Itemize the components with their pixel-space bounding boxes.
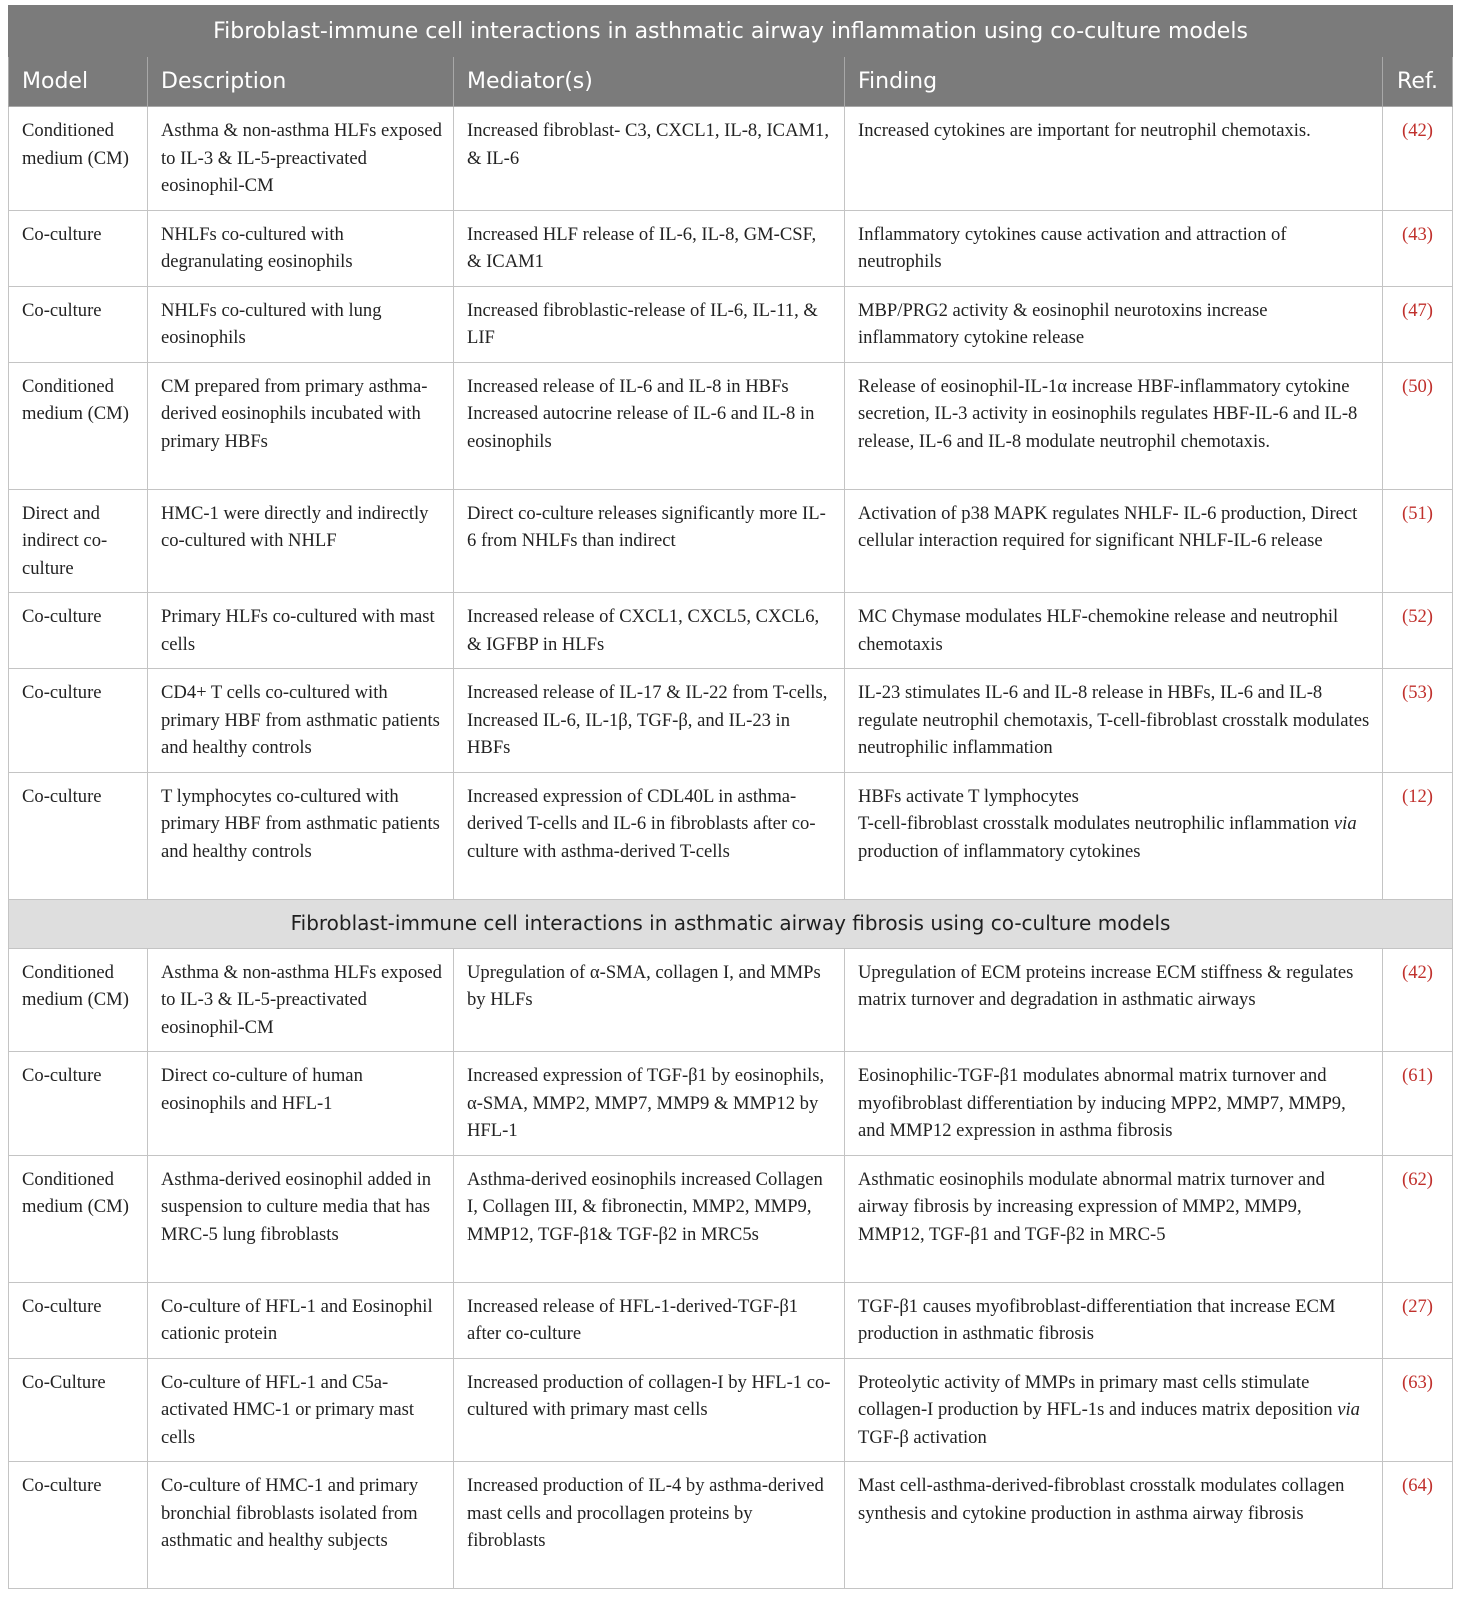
mediators-cell: Increased production of IL-4 by asthma-derived mast cells and procollagen proteins by fibroblasts bbox=[454, 1462, 845, 1589]
description-cell: Asthma & non-asthma HLFs exposed to IL-3 & IL-5-preactivated eosinophil-CM bbox=[148, 948, 454, 1052]
model-cell: Conditioned medium (CM) bbox=[9, 1155, 148, 1282]
column-header-finding: Finding bbox=[845, 57, 1383, 107]
table-container bbox=[8, 5, 1452, 1589]
mediators-cell: Increased release of IL-17 & IL-22 from T-cells, Increased IL-6, IL-1β, TGF-β, and IL-23 in HBFs bbox=[454, 669, 845, 773]
finding-cell: Upregulation of ECM proteins increase ECM stiffness & regulates matrix turnover and degradation in asthmatic airways bbox=[845, 948, 1383, 1052]
table-row bbox=[9, 772, 1453, 899]
column-header-ref: Ref. bbox=[1383, 57, 1453, 107]
mediators-cell: Increased fibroblastic-release of IL-6, IL-11, & LIF bbox=[454, 286, 845, 362]
reference-link[interactable]: (47) bbox=[1383, 286, 1453, 362]
reference-link[interactable]: (42) bbox=[1383, 107, 1453, 211]
finding-cell: Mast cell-asthma-derived-fibroblast crosstalk modulates collagen synthesis and cytokine production in asthma airway fibrosis bbox=[845, 1462, 1383, 1589]
column-header-mediators: Mediator(s) bbox=[454, 57, 845, 107]
table-row bbox=[9, 948, 1453, 1052]
finding-cell: IL-23 stimulates IL-6 and IL-8 release in HBFs, IL-6 and IL-8 regulate neutrophil chemotaxis, T-cell-fibroblast crosstalk modulates neutrophilic inflammation bbox=[845, 669, 1383, 773]
description-cell: Asthma-derived eosinophil added in suspension to culture media that has MRC-5 lung fibroblasts bbox=[148, 1155, 454, 1282]
finding-cell: Asthmatic eosinophils modulate abnormal matrix turnover and airway fibrosis by increasing expression of MMP2, MMP9, MMP12, TGF-β1 and TGF-β2 in MRC-5 bbox=[845, 1155, 1383, 1282]
reference-link[interactable]: (12) bbox=[1383, 772, 1453, 899]
table-title: Fibroblast-immune cell interactions in asthmatic airway inflammation using co-culture models bbox=[9, 6, 1453, 57]
model-cell: Co-culture bbox=[9, 593, 148, 669]
description-cell: CD4+ T cells co-cultured with primary HBF from asthmatic patients and healthy controls bbox=[148, 669, 454, 773]
finding-line-2-start: T-cell-fibroblast crosstalk modulates neutrophilic inflammation bbox=[858, 813, 1334, 834]
model-cell: Co-culture bbox=[9, 286, 148, 362]
description-cell: Asthma & non-asthma HLFs exposed to IL-3 & IL-5-preactivated eosinophil-CM bbox=[148, 107, 454, 211]
table-row bbox=[9, 107, 1453, 211]
finding-cell bbox=[845, 1358, 1383, 1462]
finding-cell: MC Chymase modulates HLF-chemokine release and neutrophil chemotaxis bbox=[845, 593, 1383, 669]
finding-cell: Inflammatory cytokines cause activation and attraction of neutrophils bbox=[845, 210, 1383, 286]
table-row bbox=[9, 210, 1453, 286]
mediators-cell: Upregulation of α-SMA, collagen I, and MMPs by HLFs bbox=[454, 948, 845, 1052]
finding-cell: Eosinophilic-TGF-β1 modulates abnormal matrix turnover and myofibroblast differentiation by inducing MPP2, MMP7, MMP9, and MMP12 expression in asthma fibrosis bbox=[845, 1052, 1383, 1156]
table-row bbox=[9, 489, 1453, 593]
description-cell: Co-culture of HMC-1 and primary bronchial fibroblasts isolated from asthmatic and healthy subjects bbox=[148, 1462, 454, 1589]
model-cell: Co-culture bbox=[9, 669, 148, 773]
mediators-cell: Asthma-derived eosinophils increased Collagen I, Collagen III, & fibronectin, MMP2, MMP9, MMP12, TGF-β1& TGF-β2 in MRC5s bbox=[454, 1155, 845, 1282]
mediators-cell: Increased fibroblast- C3, CXCL1, IL-8, ICAM1, & IL-6 bbox=[454, 107, 845, 211]
model-cell: Conditioned medium (CM) bbox=[9, 362, 148, 489]
table-row bbox=[9, 593, 1453, 669]
reference-link[interactable]: (63) bbox=[1383, 1358, 1453, 1462]
description-cell: CM prepared from primary asthma-derived eosinophils incubated with primary HBFs bbox=[148, 362, 454, 489]
description-cell: Co-culture of HFL-1 and C5a-activated HMC-1 or primary mast cells bbox=[148, 1358, 454, 1462]
table-row bbox=[9, 669, 1453, 773]
finding-cell: MBP/PRG2 activity & eosinophil neurotoxins increase inflammatory cytokine release bbox=[845, 286, 1383, 362]
mediators-cell: Increased expression of CDL40L in asthma-derived T-cells and IL-6 in fibroblasts after co-culture with asthma-derived T-cells bbox=[454, 772, 845, 899]
table-row bbox=[9, 1052, 1453, 1156]
reference-link[interactable]: (64) bbox=[1383, 1462, 1453, 1589]
description-cell: Primary HLFs co-cultured with mast cells bbox=[148, 593, 454, 669]
finding-italic-via: via bbox=[1333, 813, 1357, 834]
reference-link[interactable]: (51) bbox=[1383, 489, 1453, 593]
mediators-cell: Increased release of IL-6 and IL-8 in HBFs Increased autocrine release of IL-6 and IL-8 in eosinophils bbox=[454, 362, 845, 489]
table-row bbox=[9, 1282, 1453, 1358]
reference-link[interactable]: (61) bbox=[1383, 1052, 1453, 1156]
finding-line-1: HBFs activate T lymphocytes bbox=[858, 785, 1079, 807]
model-cell: Co-culture bbox=[9, 772, 148, 899]
mediators-cell: Increased release of CXCL1, CXCL5, CXCL6, & IGFBP in HLFs bbox=[454, 593, 845, 669]
table-row bbox=[9, 1462, 1453, 1589]
model-cell: Co-Culture bbox=[9, 1358, 148, 1462]
reference-link[interactable]: (27) bbox=[1383, 1282, 1453, 1358]
table-row bbox=[9, 362, 1453, 489]
table-row bbox=[9, 1358, 1453, 1462]
finding-cell: Activation of p38 MAPK regulates NHLF- IL-6 production, Direct cellular interaction required for significant NHLF-IL-6 release bbox=[845, 489, 1383, 593]
reference-link[interactable]: (53) bbox=[1383, 669, 1453, 773]
finding-line-2-end: production of inflammatory cytokines bbox=[858, 813, 1362, 862]
finding-text-end: TGF-β activation bbox=[858, 1399, 1365, 1448]
section-header-row bbox=[9, 899, 1453, 948]
reference-link[interactable]: (43) bbox=[1383, 210, 1453, 286]
column-header-description: Description bbox=[148, 57, 454, 107]
mediators-cell: Direct co-culture releases significantly more IL-6 from NHLFs than indirect bbox=[454, 489, 845, 593]
model-cell: Conditioned medium (CM) bbox=[9, 948, 148, 1052]
model-cell: Conditioned medium (CM) bbox=[9, 107, 148, 211]
model-cell: Co-culture bbox=[9, 210, 148, 286]
mediators-cell: Increased release of HFL-1-derived-TGF-β1 after co-culture bbox=[454, 1282, 845, 1358]
model-cell: Co-culture bbox=[9, 1462, 148, 1589]
description-cell: HMC-1 were directly and indirectly co-cultured with NHLF bbox=[148, 489, 454, 593]
reference-link[interactable]: (50) bbox=[1383, 362, 1453, 489]
table-title-row bbox=[9, 6, 1453, 57]
mediators-cell: Increased HLF release of IL-6, IL-8, GM-CSF, & ICAM1 bbox=[454, 210, 845, 286]
description-cell: T lymphocytes co-cultured with primary HBF from asthmatic patients and healthy controls bbox=[148, 772, 454, 899]
column-header-model: Model bbox=[9, 57, 148, 107]
column-header-row bbox=[9, 57, 1453, 107]
description-cell: NHLFs co-cultured with degranulating eosinophils bbox=[148, 210, 454, 286]
finding-cell: Increased cytokines are important for neutrophil chemotaxis. bbox=[845, 107, 1383, 211]
reference-link[interactable]: (42) bbox=[1383, 948, 1453, 1052]
reference-link[interactable]: (52) bbox=[1383, 593, 1453, 669]
model-cell: Co-culture bbox=[9, 1052, 148, 1156]
finding-cell: TGF-β1 causes myofibroblast-differentiation that increase ECM production in asthmatic fibrosis bbox=[845, 1282, 1383, 1358]
table-row bbox=[9, 286, 1453, 362]
finding-cell bbox=[845, 772, 1383, 899]
section-title: Fibroblast-immune cell interactions in asthmatic airway fibrosis using co-culture models bbox=[9, 899, 1453, 948]
reference-link[interactable]: (62) bbox=[1383, 1155, 1453, 1282]
mediators-cell: Increased production of collagen-I by HFL-1 co-cultured with primary mast cells bbox=[454, 1358, 845, 1462]
co-culture-models-table bbox=[8, 5, 1453, 1589]
description-cell: NHLFs co-cultured with lung eosinophils bbox=[148, 286, 454, 362]
description-cell: Co-culture of HFL-1 and Eosinophil cationic protein bbox=[148, 1282, 454, 1358]
mediators-cell: Increased expression of TGF-β1 by eosinophils, α-SMA, MMP2, MMP7, MMP9 & MMP12 by HFL-1 bbox=[454, 1052, 845, 1156]
description-cell: Direct co-culture of human eosinophils and HFL-1 bbox=[148, 1052, 454, 1156]
model-cell: Direct and indirect co-culture bbox=[9, 489, 148, 593]
finding-text-start: Proteolytic activity of MMPs in primary mast cells stimulate collagen-I production by HFL-1s and induces matrix deposition bbox=[858, 1371, 1338, 1420]
model-cell: Co-culture bbox=[9, 1282, 148, 1358]
finding-cell: Release of eosinophil-IL-1α increase HBF-inflammatory cytokine secretion, IL-3 activity in eosinophils regulates HBF-IL-6 and IL-8 release, IL-6 and IL-8 modulate neutrophil chemotaxis. bbox=[845, 362, 1383, 489]
finding-italic-via: via bbox=[1337, 1399, 1360, 1420]
table-row bbox=[9, 1155, 1453, 1282]
